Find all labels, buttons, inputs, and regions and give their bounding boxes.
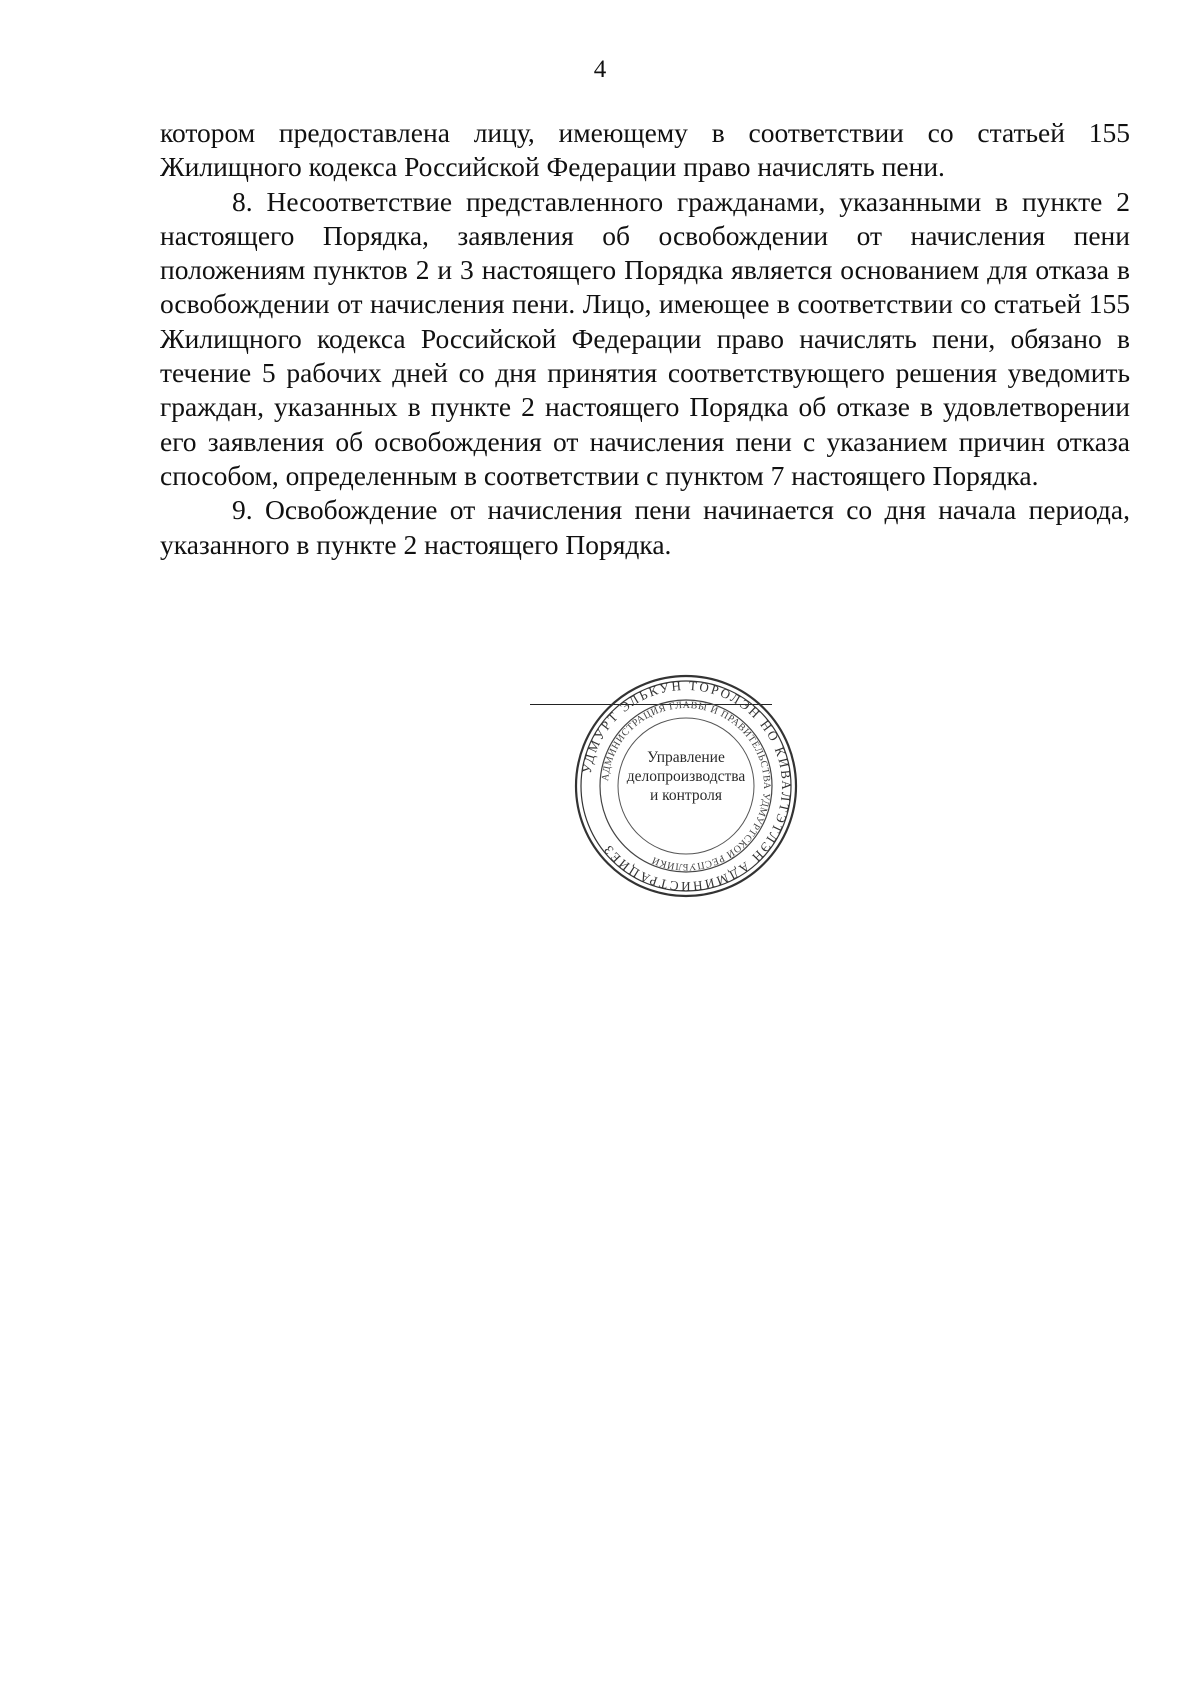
seal-inner-text: АДМИНИСТРАЦИЯ ГЛАВЫ И ПРАВИТЕЛЬСТВА УДМУРТСКОЙ РЕСПУБЛИКИ bbox=[600, 699, 773, 873]
paragraph-item-8: 8. Несоответствие представленного гражданами, указанными в пункте 2 настоящего Порядка, заявления об освобождении от начисления пени положениям пунктов 2 и 3 настоящего Порядка является основанием для отказа в освобождении от начисления пени. Лицо, имеющее в соответствии со статьей 155 Жилищного кодекса Российской Федерации право начислять пени, обязано в течение 5 рабочих дней со дня принятия соответствующего решения уведомить граждан, указанных в пункте 2 настоящего Порядка об отказе в удовлетворении его заявления об освобождения от начисления пени с указанием причин отказа способом, определенным в соответствии с пунктом 7 настоящего Порядка. bbox=[160, 185, 1130, 491]
paragraph-item-9: 9. Освобождение от начисления пени начинается со дня начала периода, указанного в пункте 2 настоящего Порядка. bbox=[160, 494, 1130, 560]
paragraph-continuation: котором предоставлена лицу, имеющему в соответствии со статьей 155 Жилищного кодекса Российской Федерации право начислять пени. bbox=[160, 117, 1130, 183]
seal-outer-text: УДМУРТ ЭЛЬКУН ТОРОЛЭН НО КИВАЛТЭТЛЭН АДМИНИСТРАЦИЕЗ bbox=[578, 677, 795, 895]
official-seal-stamp bbox=[572, 672, 800, 900]
page-number: 4 bbox=[593, 56, 607, 83]
document-body bbox=[160, 116, 1130, 562]
seal-center-text: Управление делопроизводства и контроля bbox=[626, 749, 746, 804]
